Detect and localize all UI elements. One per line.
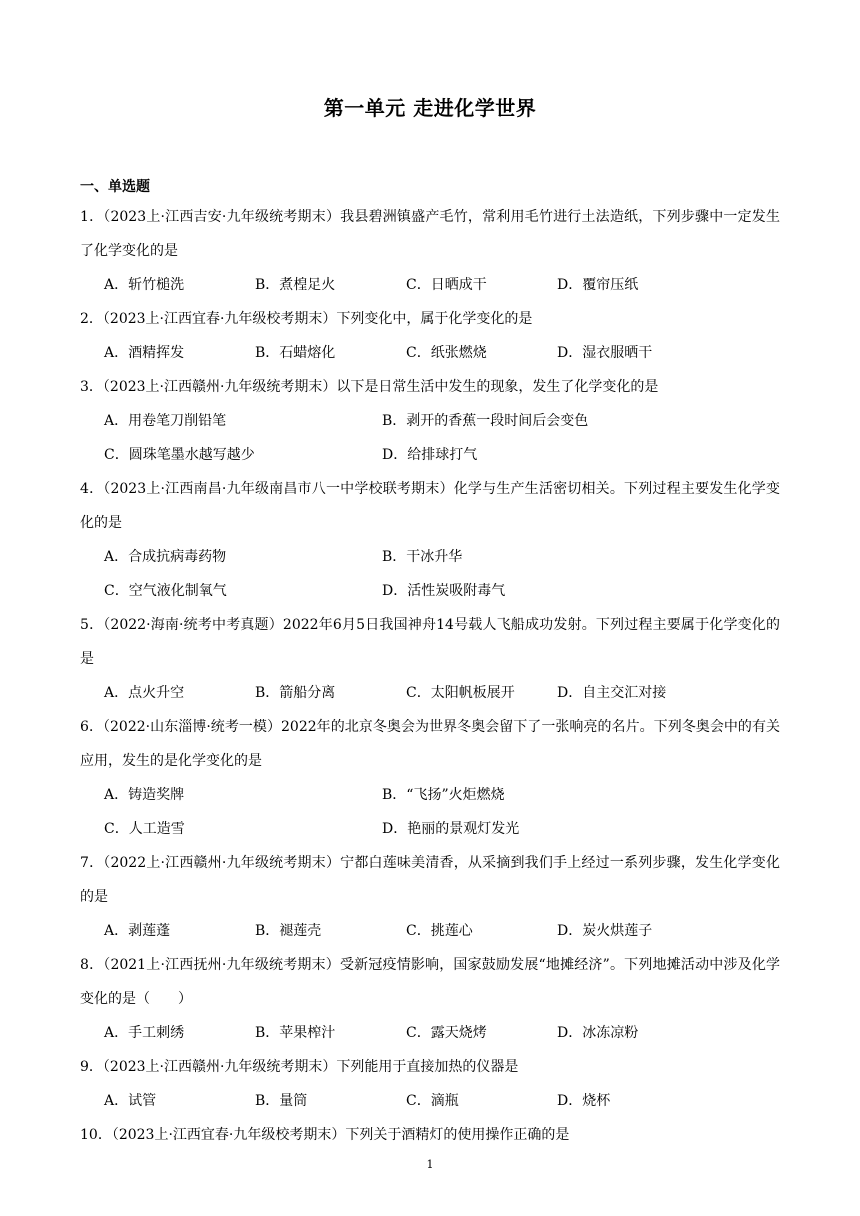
option-row (80, 812, 780, 846)
question-text: 7．（2022上·江西赣州·九年级统考期末）宁都白莲味美清香，从采摘到我们手上经过一系列步骤，发生化学变化的是 (80, 855, 780, 905)
option-row (80, 438, 780, 472)
option: B．褪莲壳 (255, 923, 322, 939)
option: C．人工造雪 (104, 821, 185, 837)
option: A．酒精挥发 (104, 345, 185, 361)
option: C．露天烧烤 (406, 1025, 487, 1041)
option: D．烧杯 (557, 1093, 611, 1109)
option: B．箭船分离 (255, 685, 336, 701)
option: C．日晒成干 (406, 277, 487, 293)
option-row (80, 574, 780, 608)
option: A．斩竹槌洗 (104, 277, 185, 293)
option: C．空气液化制氧气 (104, 583, 227, 599)
option: B．剥开的香蕉一段时间后会变色 (382, 413, 589, 429)
option: C．圆珠笔墨水越写越少 (104, 447, 255, 463)
option: A．剥莲蓬 (104, 923, 171, 939)
question-text: 6．（2022·山东淄博·统考一模）2022年的北京冬奥会为世界冬奥会留下了一张响亮的名片。下列冬奥会中的有关应用，发生的是化学变化的是 (80, 719, 780, 769)
option-row (80, 404, 780, 438)
option: A．点火升空 (104, 685, 185, 701)
option: D．湿衣服晒干 (557, 345, 653, 361)
option-row (80, 1084, 780, 1118)
option: D．艳丽的景观灯发光 (382, 821, 520, 837)
option: B．苹果榨汁 (255, 1025, 336, 1041)
option: D．给排球打气 (382, 447, 478, 463)
option: C．纸张燃烧 (406, 345, 487, 361)
option-row (80, 336, 780, 370)
option: C．挑莲心 (406, 923, 473, 939)
option-row (80, 1016, 780, 1050)
option: D．活性炭吸附毒气 (382, 583, 506, 599)
question-text: 1．（2023上·江西吉安·九年级统考期末）我县碧洲镇盛产毛竹，常利用毛竹进行土法造纸，下列步骤中一定发生了化学变化的是 (80, 209, 780, 259)
option: D．冰冻凉粉 (557, 1025, 639, 1041)
question-list (80, 200, 780, 1152)
question-text: 2．（2023上·江西宜春·九年级校考期末）下列变化中，属于化学变化的是 (80, 311, 533, 327)
question-text: 8．（2021上·江西抚州·九年级统考期末）受新冠疫情影响，国家鼓励发展“地摊经济”。下列地摊活动中涉及化学变化的是（ ） (80, 957, 780, 1007)
question-text: 5．（2022·海南·统考中考真题）2022年6月5日我国神舟14号载人飞船成功发射。下列过程主要属于化学变化的是 (80, 617, 780, 667)
option: B．石蜡熔化 (255, 345, 336, 361)
option-row (80, 540, 780, 574)
option: B．量筒 (255, 1093, 308, 1109)
option-row (80, 778, 780, 812)
option-row (80, 676, 780, 710)
option: A．试管 (104, 1093, 157, 1109)
option: D．覆帘压纸 (557, 277, 639, 293)
option: B．煮楻足火 (255, 277, 336, 293)
option: A．铸造奖牌 (104, 787, 185, 803)
option: C．太阳帆板展开 (406, 685, 515, 701)
option-row (80, 268, 780, 302)
option: B．“飞扬”火炬燃烧 (382, 787, 505, 803)
option: B．干冰升华 (382, 549, 463, 565)
question-text: 3．（2023上·江西赣州·九年级统考期末）以下是日常生活中发生的现象，发生了化学变化的是 (80, 379, 659, 395)
option: D．自主交汇对接 (557, 685, 667, 701)
question-text: 4．（2023上·江西南昌·九年级南昌市八一中学校联考期末）化学与生产生活密切相关。下列过程主要发生化学变化的是 (80, 481, 780, 531)
section-heading: 一、单选题 (80, 179, 150, 195)
page-title: 第一单元 走进化学世界 (323, 96, 537, 120)
question-text: 10．（2023上·江西宜春·九年级校考期末）下列关于酒精灯的使用操作正确的是 (80, 1127, 570, 1143)
option: A．合成抗病毒药物 (104, 549, 227, 565)
option: D．炭火烘莲子 (557, 923, 653, 939)
option: C．滴瓶 (406, 1093, 459, 1109)
option: A．用卷笔刀削铅笔 (104, 413, 227, 429)
option-row (80, 914, 780, 948)
option: A．手工刺绣 (104, 1025, 185, 1041)
question-text: 9．（2023上·江西赣州·九年级统考期末）下列能用于直接加热的仪器是 (80, 1059, 519, 1075)
page-number: 1 (426, 1158, 434, 1171)
